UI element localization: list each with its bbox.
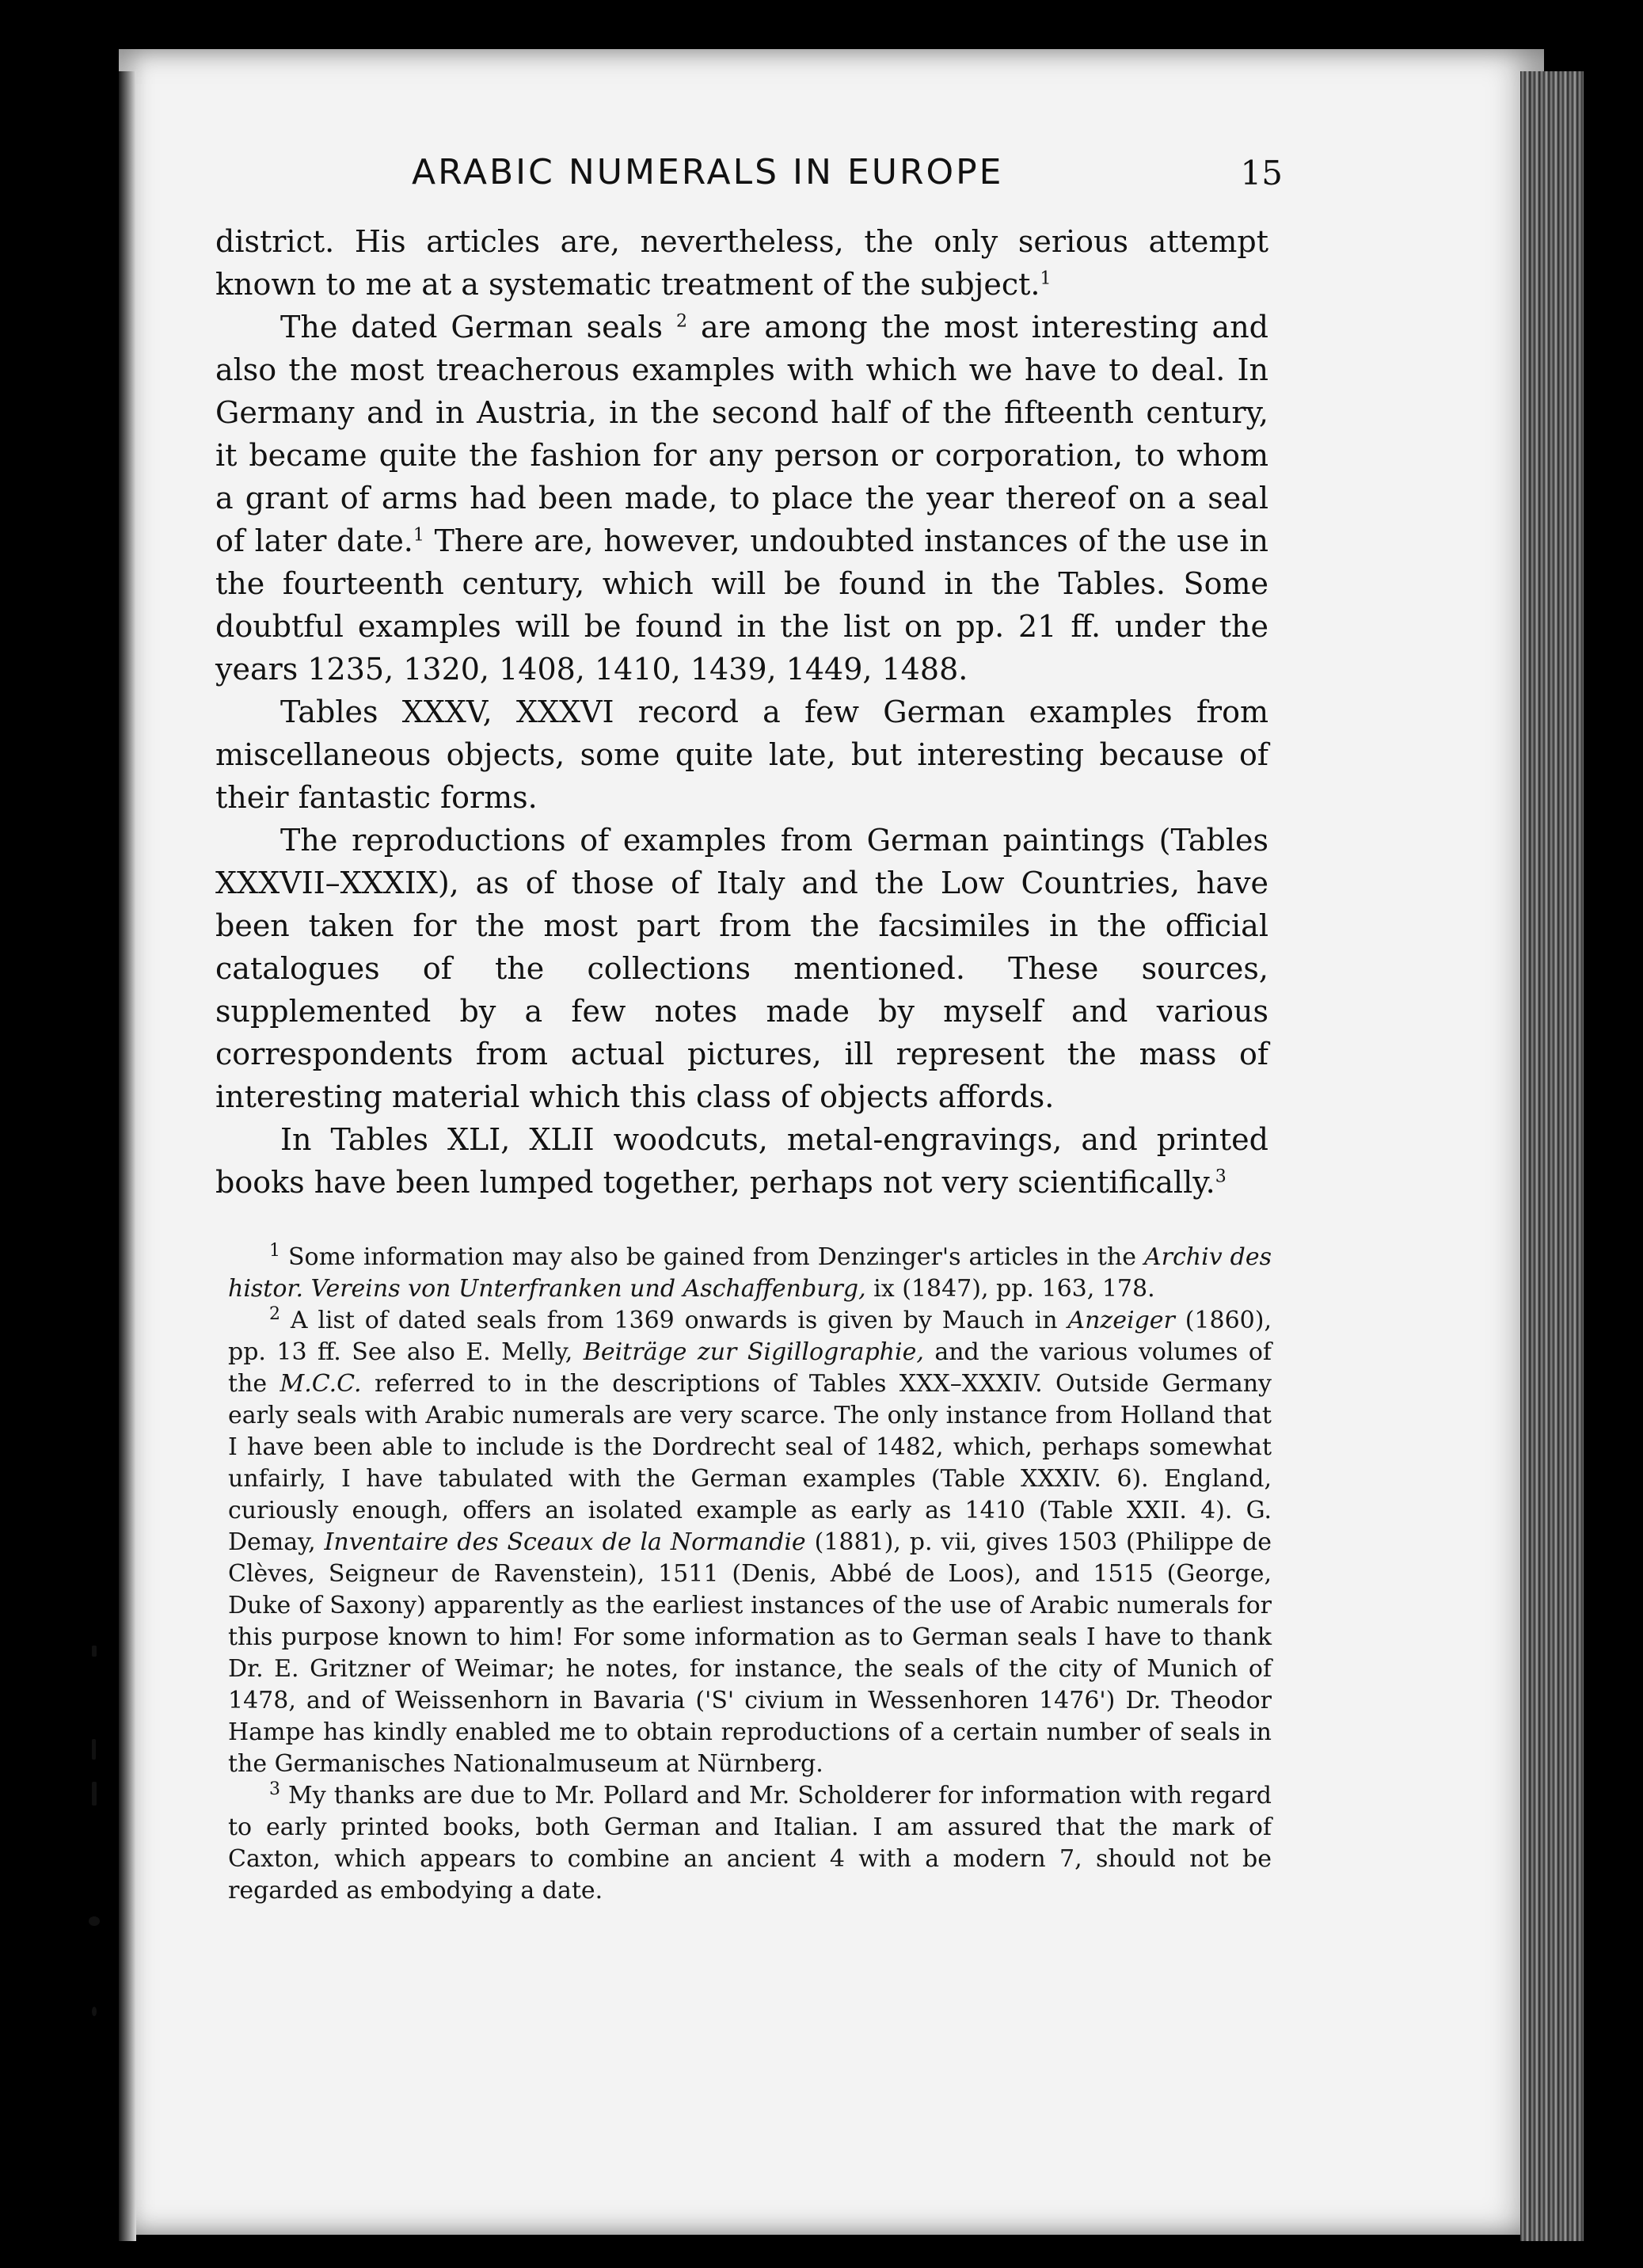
cited-title: Anzeiger (1067, 1307, 1175, 1334)
page-header (222, 152, 1283, 200)
cited-title: Beiträge zur Sigillographie, (583, 1338, 924, 1366)
running-title: ARABIC NUMERALS IN EUROPE (412, 152, 1004, 192)
paragraph: The reproductions of examples from German paintings (Tables XXXVII–XXXIX), as of those of Italy and the Low Countries, have been taken for the most part from the facsimiles in the official catalogues of the collections mentioned. These sources, supplemented by a few notes made by myself and various correspondents from actual pictures, ill represent the mass of interesting material which this class of objects affords. (215, 823, 1268, 1114)
footnote-ref: 1 (413, 525, 424, 546)
footnote-ref: 1 (1040, 268, 1052, 289)
scan-speck (92, 1739, 96, 1760)
cited-title: Inventaire des Sceaux de la Normandie (324, 1528, 806, 1556)
page-number: 15 (1240, 154, 1283, 192)
main-text (215, 220, 1268, 1204)
footnotes (228, 1242, 1272, 1907)
scan-speck (92, 2007, 97, 2016)
footnote-mark: 3 (269, 1779, 280, 1799)
page-edges-right (1520, 71, 1584, 2241)
footnote-ref: 3 (1215, 1166, 1227, 1187)
paragraph: Tables XXXV, XXXVI record a few German examples from miscellaneous objects, some quite late, but interesting because of their fantastic forms. (215, 694, 1268, 815)
cited-title: M.C.C. (280, 1370, 362, 1398)
footnote-ref: 2 (676, 311, 687, 332)
page-gutter-left (119, 71, 136, 2241)
paragraph: district. His articles are, nevertheless, the only serious attempt known to me at a systematic treatment of the subject.$^1$ (215, 224, 1268, 302)
footnote-mark: 1 (269, 1241, 280, 1261)
paragraph: In Tables XLI, XLII woodcuts, metal-engravings, and printed books have been lumped together, perhaps not very scientifically.$^3$ (215, 1122, 1268, 1200)
footnote-3: $^3$ My thanks are due to Mr. Pollard and Mr. Scholderer for information with regard to early printed books, both German and Italian. I am assured that the mark of Caxton, which appears to combine an ancient 4 with a modern 7, should not be regarded as embodying a date. (228, 1779, 1272, 1905)
paragraph: The dated German seals $^2$ are among the most interesting and also the most treacherous examples with which we have to deal. In Germany and in Austria, in the second half of the fifteenth century, it became quite the fashion for any person or corporation, to whom a grant of arms had been made, to place the year thereof on a seal of later date.$^1$ There are, however, undoubted instances of the use in the fourteenth century, which will be found in the Tables. Some doubtful examples will be found in the list on pp. 21 ff. under the years 1235, 1320, 1408, 1410, 1439, 1449, 1488. (215, 310, 1268, 687)
scan-speck (89, 1916, 100, 1926)
footnote-mark: 2 (269, 1304, 280, 1324)
scan-speck (92, 1782, 97, 1806)
footnote-2: $^2$ A list of dated seals from 1369 onwards is given by Mauch in Anzeiger (1860), pp. 13 ff. See also E. Melly, Beiträge zur Sigillographie, and the various volumes of the M.C.C. referred to in the descriptions of Tables XXX–XXXIV. Outside Germany early seals with Arabic numerals are very scarce. The only instance from Holland that I have been able to include is the Dordrecht seal of 1482, which, perhaps somewhat unfairly, I have tabulated with the German examples (Table XXXIV. 6). England, curiously enough, offers an isolated example as early as 1410 (Table XXII. 4). G. Demay, Inventaire des Sceaux de la Normandie (1881), p. vii, gives 1503 (Philippe de Clèves, Seigneur de Ravenstein), 1511 (Denis, Abbé de Loos), and 1515 (George, Duke of Saxony) apparently as the earliest instances of the use of Arabic numerals for this purpose known to him! For some information as to German seals I have to thank Dr. E. Gritzner of Weimar; he notes, for instance, the seals of the city of Munich of 1478, and of Weissenhorn in Bavaria ('S' civium in Wessenhoren 1476') Dr. Theodor Hampe has kindly enabled me to obtain reproductions of a certain number of seals in the Germanisches Nationalmuseum at Nürnberg. (228, 1304, 1272, 1778)
scan-speck (92, 1646, 97, 1657)
footnote-1: $^1$ Some information may also be gained from Denzinger's articles in the Archiv des histor. Vereins von Unterfranken und Aschaffenburg, ix (1847), pp. 163, 178. (228, 1241, 1272, 1303)
cited-title: Archiv des histor. Vereins von Unterfranken und Aschaffenburg, (228, 1243, 1272, 1303)
